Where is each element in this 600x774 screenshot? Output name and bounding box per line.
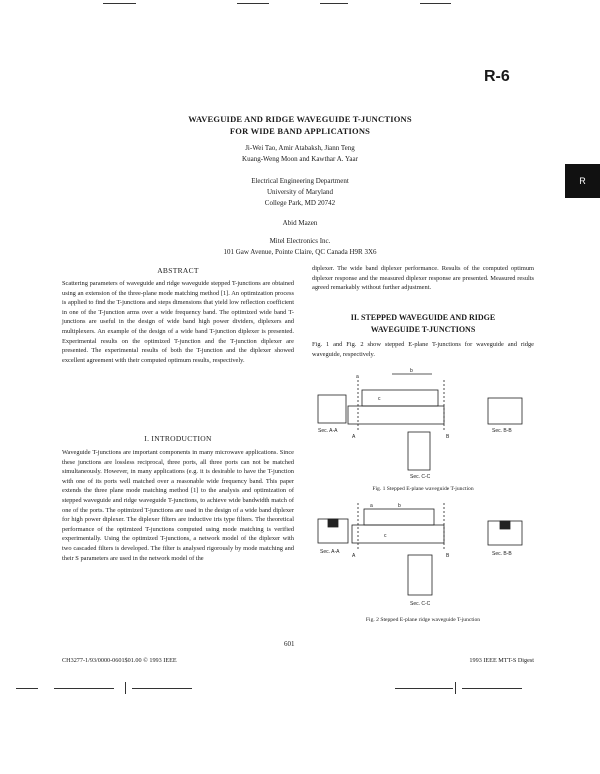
fig2-junction-main [364,509,434,525]
fig2-label-c: c [384,533,387,539]
page-number: 601 [284,640,295,648]
fig1-label-c: c [378,396,381,402]
fig1-label-sec-bb: Sec. B-B [492,428,512,434]
affiliation-company: Mitel Electronics Inc. [269,237,331,245]
fig2-label-b: b [398,503,401,509]
fig2-ridge-aa [328,519,338,527]
top-crop-mark-4 [420,3,451,4]
bottom-crop-tick-1 [125,682,126,694]
fig1-label-A: A [352,434,356,440]
figure-2-caption: Fig. 2 Stepped E-plane ridge waveguide T-junction [365,617,481,623]
author-2: Abid Mazen [282,219,318,227]
fig1-section-cc-box [408,432,430,470]
top-crop-mark-3 [320,3,348,4]
top-crop-mark-1 [103,3,136,4]
fig2-ridge-bb [500,521,510,529]
fig2-label-a: a [370,503,373,509]
intro-heading: I. INTRODUCTION [144,434,212,443]
title-line-1: WAVEGUIDE AND RIDGE WAVEGUIDE T-JUNCTIONS [188,114,412,124]
affiliation-city: College Park, MD 20742 [264,199,336,207]
authors-line-2: Kuang-Weng Moon and Kawthar A. Yaar [242,155,358,163]
bottom-crop-mark-2 [54,688,114,689]
abstract-heading: ABSTRACT [157,266,199,275]
section2-heading-line-1: II. STEPPED WAVEGUIDE AND RIDGE [350,313,496,322]
figure-2 [312,497,534,612]
fig2-label-B: B [446,553,450,559]
top-crop-mark-2 [237,3,269,4]
authors [100,143,500,165]
affiliation-2 [100,236,500,258]
section-tab-letter: R [579,176,586,186]
fig2-section-cc-box [408,555,432,595]
bottom-crop-tick-2 [455,682,456,694]
fig1-section-bb-box [488,398,522,424]
fig1-junction-main [362,390,438,406]
fig2-label-sec-cc: Sec. C-C [410,601,431,607]
intro-text: Waveguide T-junctions are important components in many microwave applications. Since these junctions are lossless reciprocal, three ports, all three ports can not be matched simultaneously. However, in many applications (e.g. it is desirable to have the T-junction with one of its ports well matched over a reasonable wide frequency band. This paper extends the three plane mode matching method [1] to the analysis and optimization of stepped waveguide and ridge waveguide T-junctions, to achieve wide bandwidth match of one of the ports. The optimized T-junctions are used in the design of a wide band diplexer for high power diplexer. The diplexer filters are inductive iris type filters. The theoretical performance of the optimized T-junctions computed using mode matching is verified experimentally. Using the optimized T-junctions, a network model of the diplexer with two cascaded filters is developed. The filter is analysed rigorously by mode matching and their S parameters are used in the network model of the [62,449,294,562]
page-code: R-6 [484,68,510,85]
fig1-section-aa-box [318,395,346,423]
footer-right: 1993 IEEE MTT-S Digest [469,657,534,664]
section2-heading-line-2: WAVEGUIDE T-JUNCTIONS [370,325,476,334]
bottom-crop-mark-5 [462,688,522,689]
authors-line-1: Ji-Wei Tao, Amir Atabaksh, Jiann Teng [245,144,355,152]
fig1-junction-low [348,406,444,424]
col2-top-text: diplexer. The wide band diplexer performance. Results of the computed optimum diplexer response and the measured diplexer response are presented. Measured results agreed remarkably without further adjustment. [312,265,534,292]
fig1-label-b: b [410,368,413,374]
fig1-label-B: B [446,434,450,440]
footer-left: CH3277-1/93/0000-0601$01.00 © 1993 IEEE [62,657,177,664]
section2-text: Fig. 1 and Fig. 2 show stepped E-plane T-junctions for waveguide and ridge waveguide, respectively. [312,341,534,358]
title-line-2: FOR WIDE BAND APPLICATIONS [229,126,371,136]
fig2-label-sec-bb: Sec. B-B [492,551,512,557]
bottom-crop-mark-1 [16,688,38,689]
affiliation-address: 101 Gaw Avenue, Pointe Claire, QC Canada H9R 3X6 [223,248,377,256]
bottom-crop-mark-3 [132,688,192,689]
affiliation-1 [100,176,500,209]
figure-1 [312,360,534,485]
fig2-label-sec-aa: Sec. A-A [320,549,340,555]
fig1-label-a: a [356,374,359,380]
paper-title [150,113,450,137]
abstract-text: Scattering parameters of waveguide and ridge waveguide stepped T-junctions are obtained using an extension of the three-plane mode matching method [1]. An optimization process is applied to find the T-junctions and steps dimensions that yield low reflection coefficient in one of the T-junction arms over a wide frequency band. The optimized wide band T-junctions are useful in the design of wide band high power dividers, diplexers and multiplexers. An example of the design of a wide band T-junction diplexer is presented. Experimental results on the optimized T-junction and the T-junction diplexer are presented. The experimental results of both the T-junction and the diplexer showed excellent agreement with their computed optimum results, respectively. [62,280,294,364]
section-tab [565,164,600,198]
fig2-junction-low [352,525,444,543]
fig2-label-A: A [352,553,356,559]
fig1-label-sec-cc: Sec. C-C [410,474,431,480]
figure-1-caption: Fig. 1 Stepped E-plane waveguide T-junction [372,486,474,492]
fig1-label-sec-aa: Sec. A-A [318,428,338,434]
affiliation-dept: Electrical Engineering Department [251,177,349,185]
bottom-crop-mark-4 [395,688,453,689]
section2-heading [312,312,534,336]
affiliation-univ: University of Maryland [266,188,334,196]
